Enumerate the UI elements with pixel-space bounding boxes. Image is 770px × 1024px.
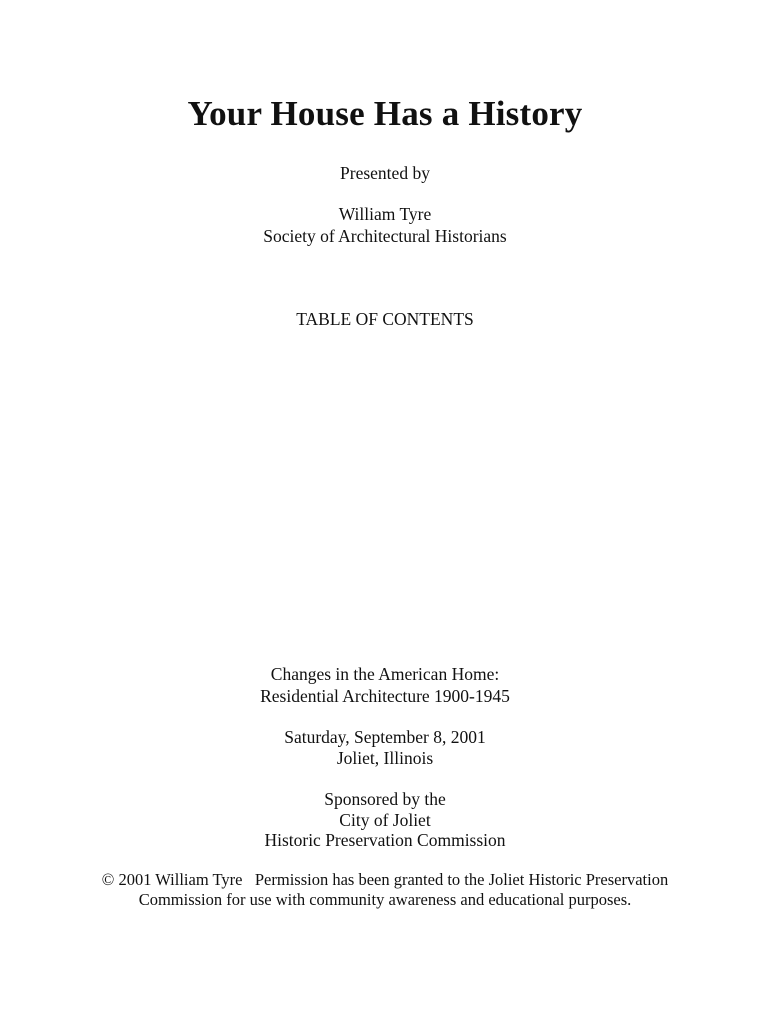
copyright-notice — [0, 870, 770, 910]
document-title: Your House Has a History — [187, 94, 583, 133]
toc-heading: TABLE OF CONTENTS — [296, 309, 474, 329]
event-date: Saturday, September 8, 2001 — [284, 727, 486, 747]
event-title-line2: Residential Architecture 1900-1945 — [260, 686, 510, 706]
sponsor-line1: Sponsored by the — [324, 789, 446, 809]
author-name: William Tyre — [338, 204, 432, 224]
sponsor-line3: Historic Preservation Commission — [264, 830, 506, 850]
presented-by-label: Presented by — [340, 163, 430, 183]
event-title-line1: Changes in the American Home: — [270, 664, 500, 684]
copyright-line1: © 2001 William Tyre Permission has been granted to the Joliet Historic Preservation — [101, 870, 669, 889]
author-organization: Society of Architectural Historians — [263, 226, 507, 246]
sponsor-line2: City of Joliet — [339, 810, 431, 830]
event-location: Joliet, Illinois — [336, 748, 434, 768]
copyright-line2: Commission for use with community awareness and educational purposes. — [138, 890, 632, 909]
